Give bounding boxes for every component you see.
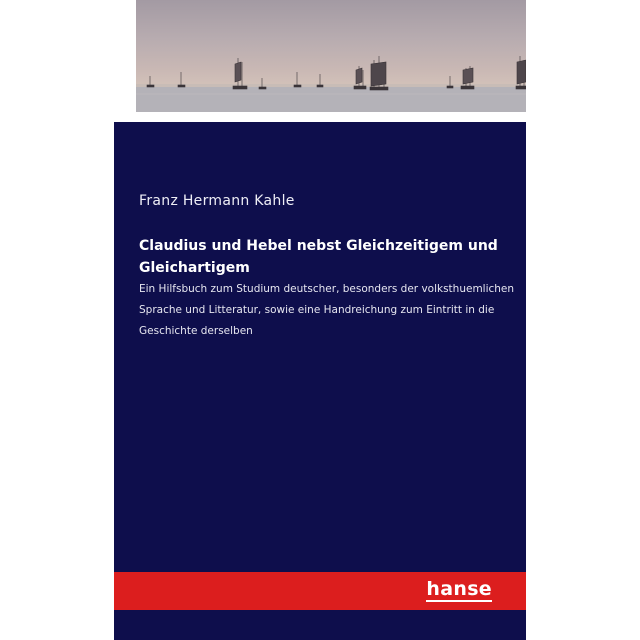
- book-cover: [114, 0, 526, 640]
- publisher-band: [114, 572, 526, 610]
- tall-ships-at-sea-icon: [136, 0, 526, 112]
- cover-panel: [114, 122, 526, 640]
- book-title: Claudius und Hebel nebst Gleichzeitigem und Gleichartigem: [139, 238, 498, 276]
- author-name: Franz Hermann Kahle: [139, 193, 295, 209]
- hanse-logo-icon: hanse: [426, 578, 492, 600]
- tall-ships-photo: [136, 0, 526, 112]
- book-subtitle: Ein Hilfsbuch zum Studium deutscher, besonders der volksthuemlichen Sprache und Litteratur, sowie eine Handreichung zum Eintritt in die Geschichte derselben: [139, 283, 515, 337]
